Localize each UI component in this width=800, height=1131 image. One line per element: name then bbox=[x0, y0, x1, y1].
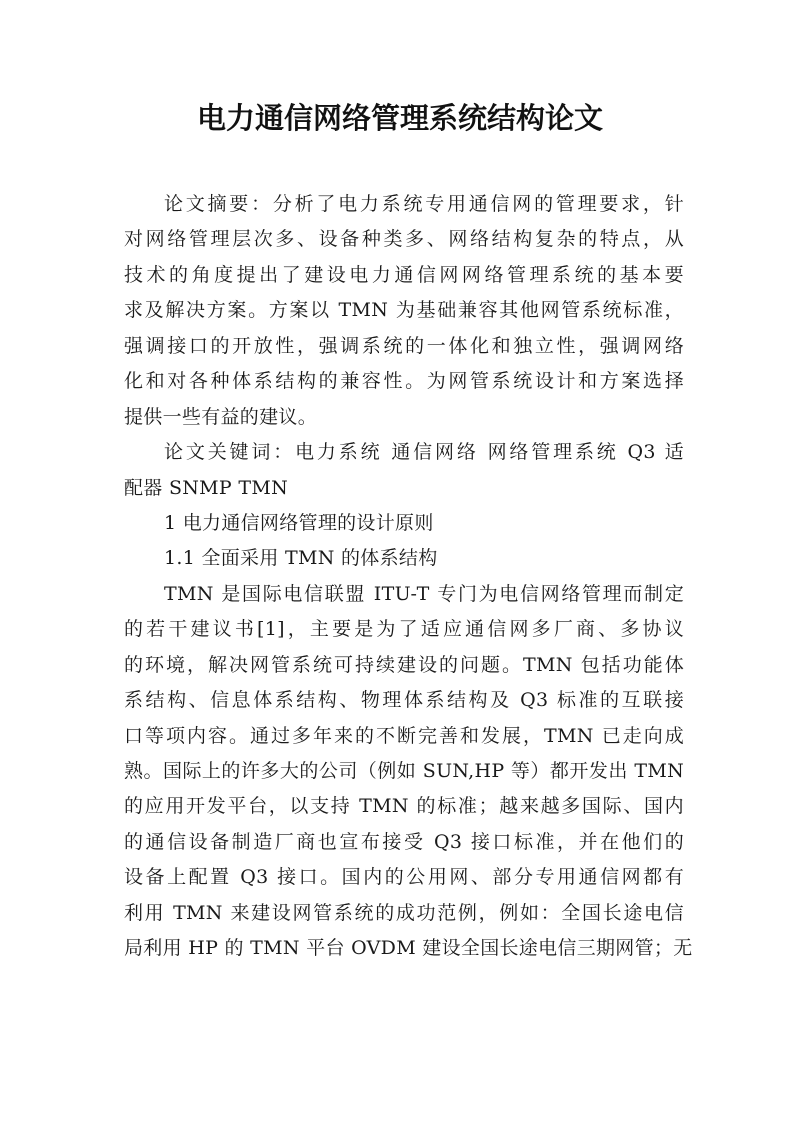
paragraph-line-11: 局利用 HP 的 TMN 平台 OVDM 建设全国长途电信三期网管；无 bbox=[124, 937, 693, 960]
keywords-line-1: 论文关键词：电力系统 通信网络 网络管理系统 Q3 适 bbox=[164, 441, 684, 464]
subsection-heading: 1.1 全面采用 TMN 的体系结构 bbox=[164, 547, 438, 570]
paragraph-line-2: 的若干建议书[1]，主要是为了适应通信网多厂商、多协议 bbox=[124, 618, 684, 641]
paragraph-line-5: 口等项内容。通过多年来的不断完善和发展，TMN 已走向成 bbox=[124, 724, 684, 747]
paragraph-line-1: TMN 是国际电信联盟 ITU-T 专门为电信网络管理而制定 bbox=[164, 582, 684, 605]
section-heading: 1 电力通信网络管理的设计原则 bbox=[164, 511, 434, 534]
abstract-line-1: 论文摘要：分析了电力系统专用通信网的管理要求，针 bbox=[164, 193, 684, 215]
paragraph-line-9: 设备上配置 Q3 接口。国内的公用网、部分专用通信网都有 bbox=[124, 866, 684, 889]
paragraph-line-7: 的应用开发平台，以支持 TMN 的标准；越来越多国际、国内 bbox=[124, 795, 684, 818]
paragraph-line-4: 系结构、信息体系结构、物理体系结构及 Q3 标准的互联接 bbox=[124, 689, 684, 712]
paragraph-line-6: 熟。国际上的许多大的公司（例如 SUN,HP 等）都开发出 TMN bbox=[124, 760, 684, 782]
abstract-line-2: 对网络管理层次多、设备种类多、网络结构复杂的特点，从 bbox=[124, 228, 684, 251]
abstract-line-3: 技术的角度提出了建设电力通信网网络管理系统的基本要 bbox=[124, 263, 684, 286]
paragraph-line-3: 的环境，解决网管系统可持续建设的问题。TMN 包括功能体 bbox=[124, 653, 684, 676]
abstract-line-5: 强调接口的开放性，强调系统的一体化和独立性，强调网络 bbox=[124, 334, 684, 357]
keywords-line-2: 配器 SNMP TMN bbox=[124, 476, 289, 499]
document-title: 电力通信网络管理系统结构论文 bbox=[196, 101, 603, 135]
abstract-line-6: 化和对各种体系结构的兼容性。为网管系统设计和方案选择 bbox=[124, 370, 684, 393]
document-body bbox=[124, 187, 693, 967]
abstract-line-7: 提供一些有益的建议。 bbox=[124, 405, 318, 428]
paragraph-line-8: 的通信设备制造厂商也宣布接受 Q3 接口标准，并在他们的 bbox=[124, 830, 684, 853]
abstract-line-4: 求及解决方案。方案以 TMN 为基础兼容其他网管系统标准， bbox=[124, 299, 684, 322]
paragraph-line-10: 利用 TMN 来建设网管系统的成功范例，例如：全国长途电信 bbox=[124, 901, 684, 924]
